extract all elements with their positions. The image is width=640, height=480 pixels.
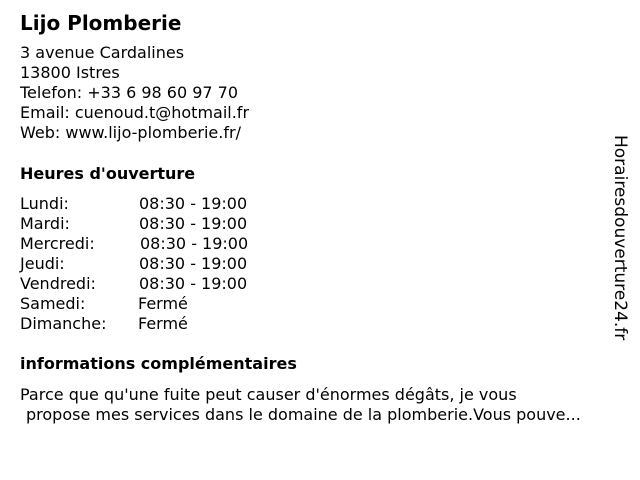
- email-line: Email: cuenoud.t@hotmail.fr: [20, 103, 250, 122]
- hours-value: 08:30 - 19:00: [139, 194, 248, 213]
- day-label: Vendredi:: [20, 274, 96, 293]
- hours-heading: Heures d'ouverture: [20, 164, 196, 183]
- day-label: Mardi:: [20, 214, 70, 233]
- contact-block: [20, 43, 249, 143]
- phone-line: Telefon: +33 6 98 60 97 70: [20, 83, 239, 102]
- hours-value: 08:30 - 19:00: [139, 214, 248, 233]
- description-text: [20, 385, 581, 425]
- day-label: Samedi:: [20, 294, 86, 313]
- hours-value: 08:30 - 19:00: [140, 234, 249, 253]
- business-name: Lijo Plomberie: [20, 11, 182, 35]
- address-line-1: 3 avenue Cardalines: [20, 43, 185, 62]
- day-label: Jeudi:: [20, 254, 65, 273]
- address-line-2: 13800 Istres: [20, 63, 120, 82]
- description-line-1: Parce que qu'une fuite peut causer d'énormes dégâts, je vous: [20, 385, 517, 404]
- day-label: Mercredi:: [20, 234, 95, 253]
- site-watermark: Horairesdouverture24.fr: [610, 135, 630, 341]
- day-label: Lundi:: [20, 194, 69, 213]
- hours-value: Fermé: [138, 314, 188, 333]
- web-line: Web: www.lijo-plomberie.fr/: [20, 123, 241, 142]
- day-label: Dimanche:: [20, 314, 107, 333]
- hours-value: Fermé: [138, 294, 188, 313]
- description-line-2: propose mes services dans le domaine de la plomberie.Vous pouve...: [26, 405, 581, 424]
- info-heading: informations complémentaires: [20, 354, 297, 373]
- hours-value: 08:30 - 19:00: [139, 274, 248, 293]
- hours-value: 08:30 - 19:00: [139, 254, 248, 273]
